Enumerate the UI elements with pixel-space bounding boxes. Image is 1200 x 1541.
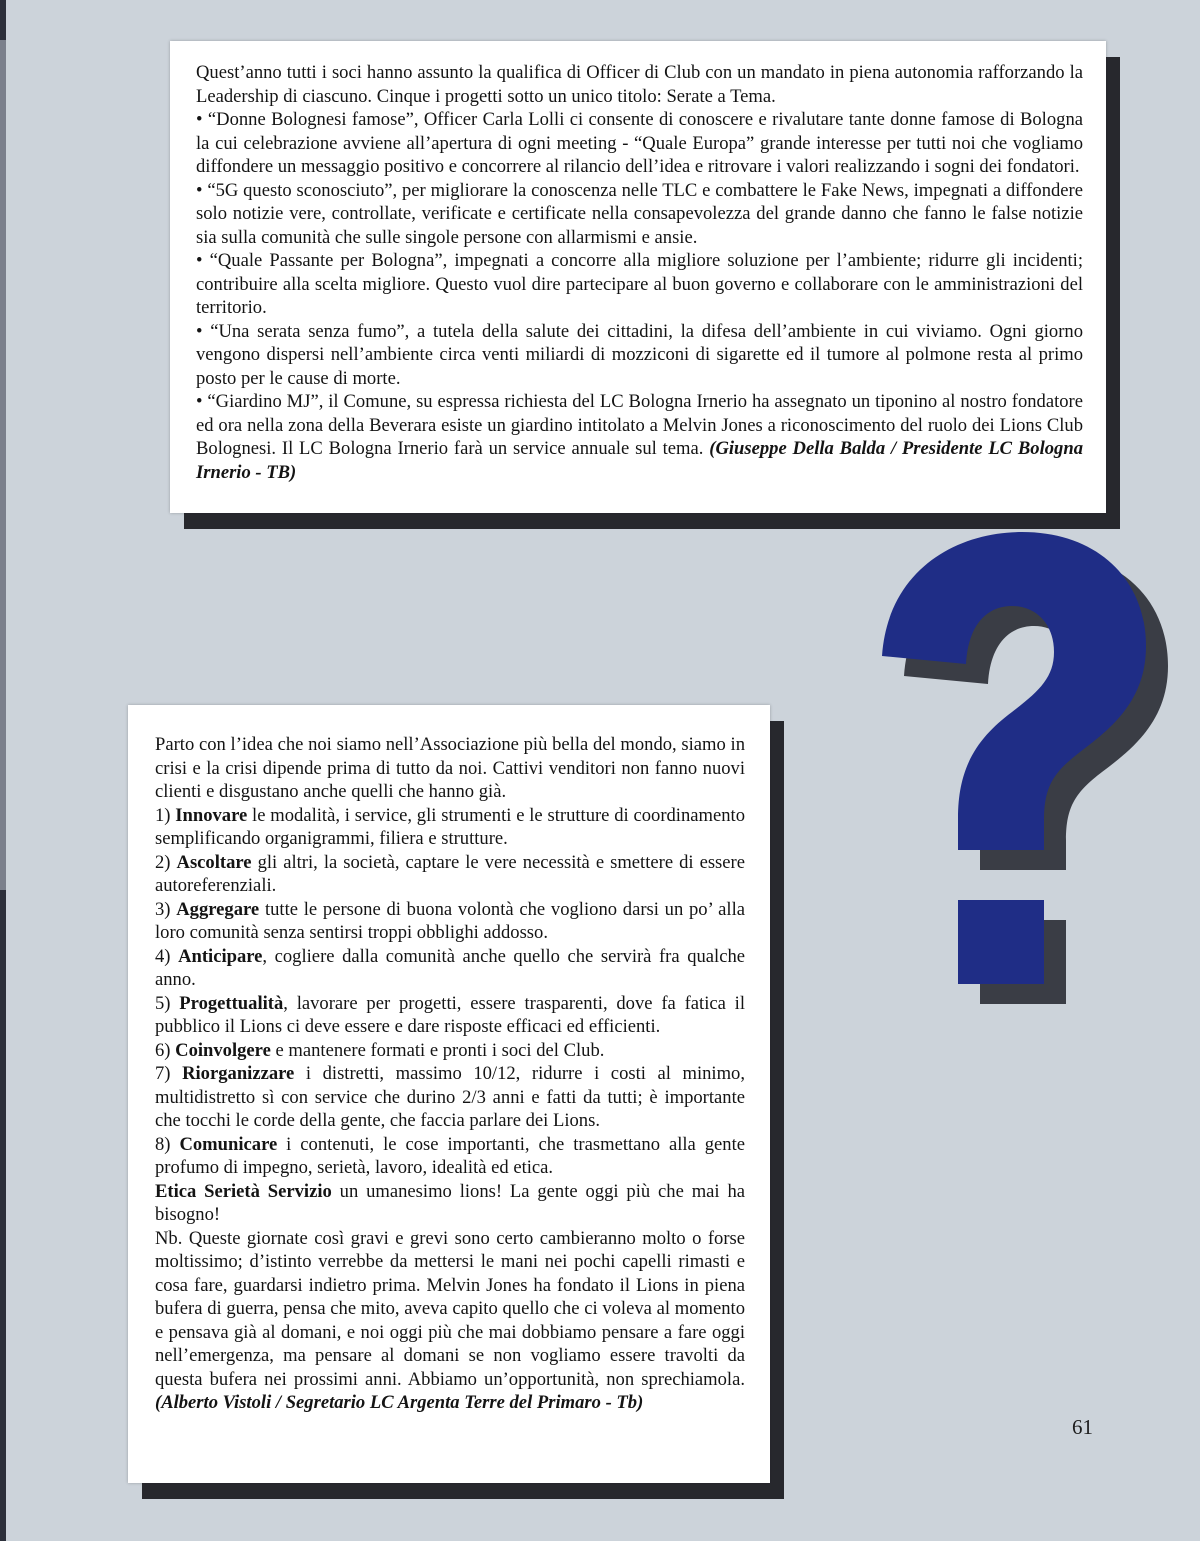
item-text: tutte le persone di buona volontà che vogliono darsi un po’ alla loro comunità senza sentirsi troppi obblighi addosso. bbox=[155, 898, 745, 943]
author-signature: (Giuseppe Della Balda / Presidente LC Bologna Irnerio - TB) bbox=[196, 438, 1083, 483]
page-edge-notch bbox=[0, 40, 6, 890]
list-item bbox=[155, 1039, 745, 1063]
item-number: 6) bbox=[155, 1039, 176, 1061]
item-text: i distretti, massimo 10/12, ridurre i costi al minimo, multidistretto sì con service che durino 2/3 anni e fatti da tutti; è importante che tocchi le corde della gente, che faccia parlare dei Lions. bbox=[155, 1063, 745, 1131]
item-keyword: Aggregare bbox=[176, 898, 260, 920]
item-text: i contenuti, le cose importanti, che trasmettano alla gente profumo di impegno, serietà, lavoro, idealità ed etica. bbox=[155, 1133, 746, 1178]
item-number: 2) bbox=[155, 851, 177, 873]
item-text: e mantenere formati e pronti i soci del Club. bbox=[270, 1039, 605, 1061]
list-item bbox=[155, 1062, 745, 1133]
item-text: , cogliere dalla comunità anche quello che servirà fra qualche anno. bbox=[155, 945, 746, 990]
paragraph: • “Quale Passante per Bologna”, impegnati a concorre alla migliore soluzione per l’ambiente; ridurre gli incidenti; contribuire alla scelta migliore. Questo vuol dire partecipare al buon governo e collaborare con le amministrazioni del territorio. bbox=[196, 250, 1083, 318]
article-text-bottom bbox=[155, 733, 745, 1415]
item-number: 8) bbox=[155, 1133, 180, 1155]
item-number: 4) bbox=[155, 945, 179, 967]
article-text-top bbox=[196, 61, 1083, 484]
question-mark-dot bbox=[958, 900, 1044, 984]
question-mark-icon bbox=[840, 528, 1180, 1088]
ethics-text: un umanesimo lions! La gente oggi più che mai ha bisogno! bbox=[155, 1180, 745, 1225]
ethics-paragraph bbox=[155, 1180, 745, 1227]
page-number: 61 bbox=[1072, 1415, 1093, 1439]
intro-paragraph: Parto con l’idea che noi siamo nell’Associazione più bella del mondo, siamo in crisi e la crisi dipende prima di tutto da noi. Cattivi venditori non fanno nuovi clienti e disgustano anche quelli che hanno già. bbox=[155, 734, 745, 802]
list-item bbox=[155, 898, 745, 945]
item-keyword: Progettualità bbox=[179, 992, 284, 1014]
item-number: 3) bbox=[155, 898, 177, 920]
paragraph: • “Una serata senza fumo”, a tutela della salute dei cittadini, la difesa dell’ambiente in cui viviamo. Ogni giorno vengono dispersi nell’ambiente circa venti miliardi di mozziconi di sigarette ed il tumore al polmone resta al primo posto per le cause di morte. bbox=[196, 320, 1083, 389]
item-keyword: Anticipare bbox=[178, 945, 263, 967]
item-text: , lavorare per progetti, essere trasparenti, dove fa fatica il pubblico il Lions ci deve essere e dare risposte efficaci ed efficienti. bbox=[155, 992, 745, 1037]
list-item bbox=[155, 945, 745, 992]
list-item bbox=[155, 1133, 745, 1180]
article-box-bottom bbox=[128, 705, 770, 1483]
nb-text: Nb. Queste giornate così gravi e grevi sono certo cambieranno molto o forse moltissimo; d’istinto verrebbe da mettersi le mani nei pochi capelli rimasti e cosa fare, guardarsi indietro prima. Melvin Jones ha fondato il Lions in piena bufera di guerra, pensa che mito, aveva capito quello che ci voleva al momento e pensava già al domani, e noi oggi più che mai dobbiamo pensare a fare oggi nell’emergenza, ma pensare al domani se non vogliamo essere travolti da questa bufera nei prossimi anni. Abbiamo un’opportunità, non sprechiamola. bbox=[155, 1227, 745, 1390]
item-number: 5) bbox=[155, 992, 180, 1014]
list-item bbox=[155, 804, 745, 851]
paragraph: Quest’anno tutti i soci hanno assunto la qualifica di Officer di Club con un mandato in piena autonomia rafforzando la Leadership di ciascuno. Cinque i progetti sotto un unico titolo: Serate a Tema. bbox=[196, 62, 1083, 107]
list-item bbox=[155, 851, 745, 898]
author-signature: (Alberto Vistoli / Segretario LC Argenta Terre del Primaro - Tb) bbox=[155, 1392, 644, 1413]
item-keyword: Ascoltare bbox=[176, 851, 252, 873]
item-text: le modalità, i service, gli strumenti e le strutture di coordinamento semplificando organigrammi, filiera e strutture. bbox=[155, 804, 745, 849]
question-mark-glyph bbox=[882, 532, 1146, 850]
item-keyword: Riorganizzare bbox=[182, 1063, 295, 1084]
article-box-top bbox=[170, 41, 1106, 513]
list-item bbox=[155, 992, 745, 1039]
item-number: 1) bbox=[155, 804, 176, 826]
paragraph bbox=[196, 390, 1083, 484]
paragraph-text: • “Giardino MJ”, il Comune, su espressa richiesta del LC Bologna Irnerio ha assegnato un tiponino al nostro fondatore ed ora nella zona della Beverara esiste un giardino intitolato a Melvin Jones a riconoscimento del ruolo dei Lions Club Bolognesi. Il LC Bologna Irnerio farà un service annuale sul tema. bbox=[196, 391, 1083, 459]
nb-paragraph bbox=[155, 1227, 745, 1415]
page-edge-bar bbox=[0, 0, 6, 1541]
ethics-keyword: Etica Serietà Servizio bbox=[155, 1180, 332, 1202]
item-keyword: Coinvolgere bbox=[175, 1039, 271, 1061]
paragraph: • “5G questo sconosciuto”, per migliorare la conoscenza nelle TLC e combattere le Fake News, impegnati a diffondere solo notizie vere, controllate, verificate e certificate nella consapevolezza del grande danno che fanno le false notizie sia sulla comunità che sulle singole persone con allarmismi e ansie. bbox=[196, 179, 1083, 248]
item-number: 7) bbox=[155, 1063, 183, 1084]
paragraph: • “Donne Bolognesi famose”, Officer Carla Lolli ci consente di conoscere e rivalutare tante donne famose di Bologna la cui celebrazione avviene all’apertura di ogni meeting - “Quale Europa” grande interesse per tutti noi che vogliamo diffondere un messaggio positivo e concorrere al rilancio dell’idea e ritrovare i valori realizzando i sogni dei fondatori. bbox=[196, 109, 1083, 177]
item-keyword: Innovare bbox=[175, 804, 248, 826]
item-keyword: Comunicare bbox=[179, 1133, 278, 1155]
item-text: gli altri, la società, captare le vere necessità e smettere di essere autoreferenziali. bbox=[155, 851, 745, 896]
